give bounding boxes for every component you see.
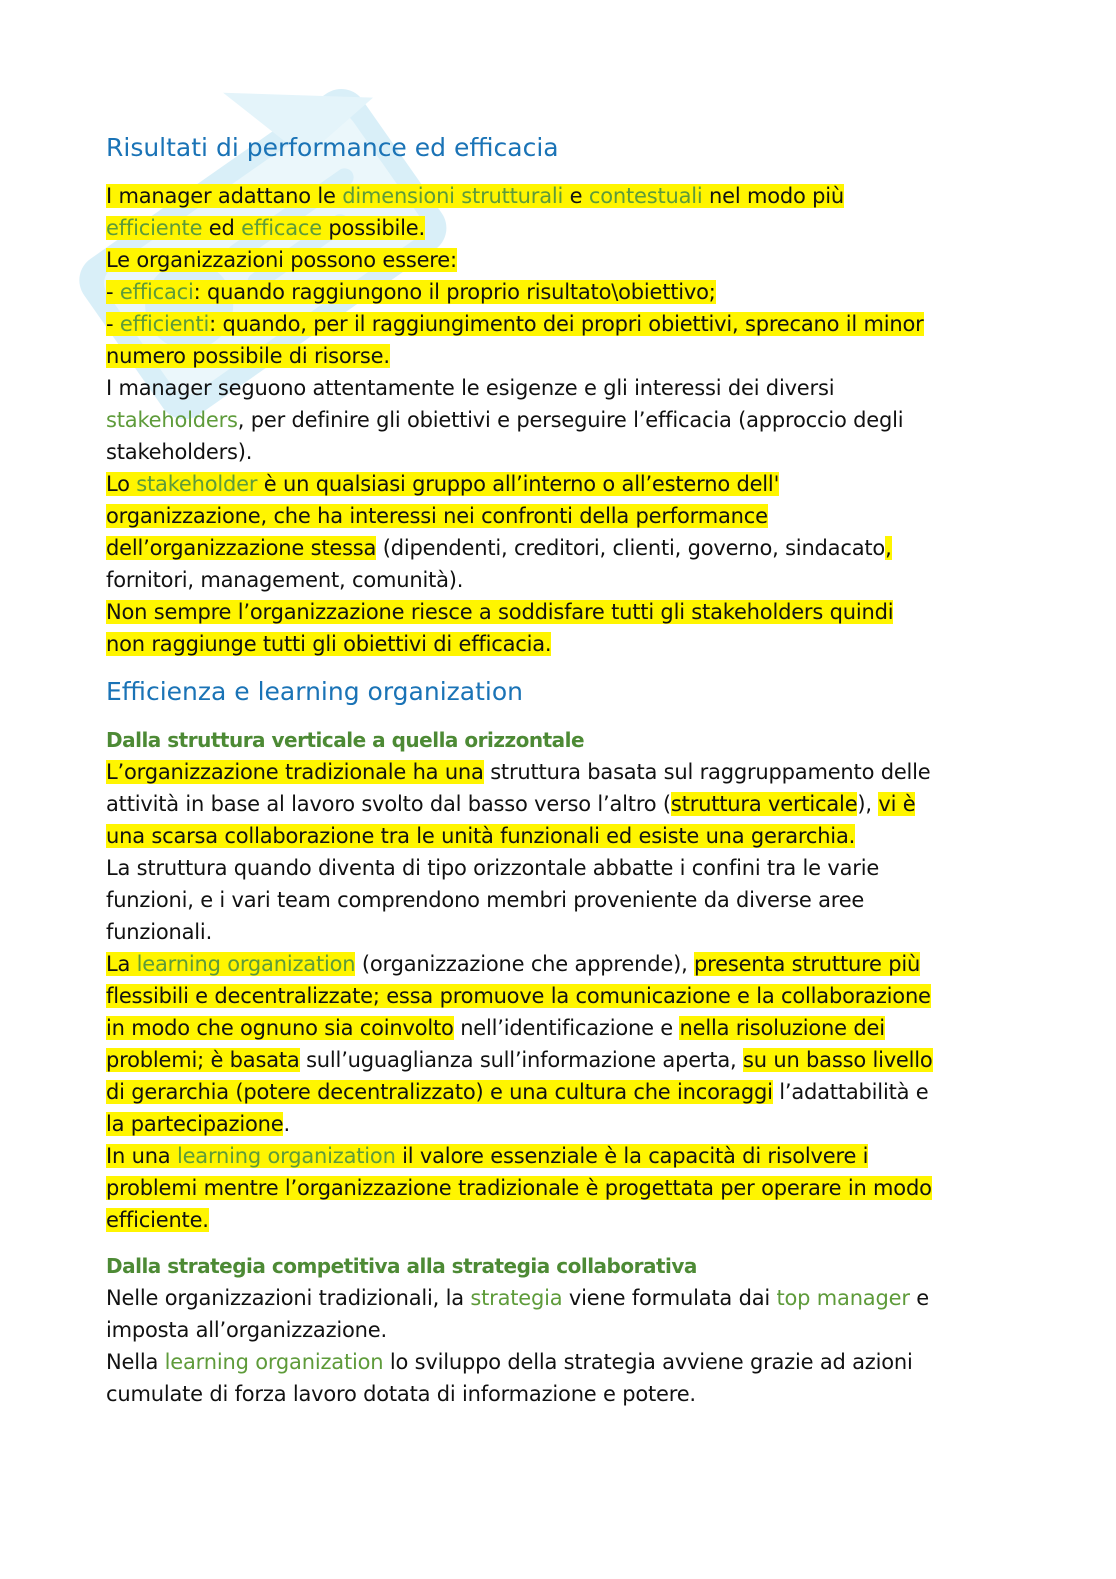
list-item-efficaci: - efficaci: quando raggiungono il proprio risultato\obiettivo; <box>106 280 716 304</box>
paragraph-horizontal-structure: La struttura quando diventa di tipo orizzontale abbatte i confini tra le varie funzioni, e i vari team comprendono membri proveniente da diverse aree funzionali. <box>106 856 880 944</box>
paragraph-traditional-strategy: Nelle organizzazioni tradizionali, la strategia viene formulata dai top manager e imposta all’organizzazione. <box>106 1286 929 1342</box>
subheading-vertical-horizontal: Dalla struttura verticale a quella orizzontale <box>106 728 585 752</box>
paragraph-essential-value: In una learning organization il valore essenziale è la capacità di risolvere i problemi mentre l’organizzazione tradizionale è progettata per operare in modo efficiente. <box>106 1144 932 1232</box>
subheading-competitive-collaborative: Dalla strategia competitiva alla strategia collaborativa <box>106 1254 697 1278</box>
paragraph-not-always-satisfy: Non sempre l’organizzazione riesce a soddisfare tutti gli stakeholders quindi non raggiunge tutti gli obiettivi di efficacia. <box>106 600 894 656</box>
paragraph-stakeholder-definition: Lo stakeholder è un qualsiasi gruppo all’interno o all’esterno dell' organizzazione, che ha interessi nei confronti della performance dell’organizzazione stessa (dipendenti, creditori, clienti, governo, sindacato, fornitori, management, comunità). <box>106 472 892 592</box>
list-item-efficienti: - efficienti: quando, per il raggiungimento dei propri obiettivi, sprecano il minor numero possibile di risorse. <box>106 312 924 368</box>
section-heading-performance: Risultati di performance ed efficacia <box>106 133 559 162</box>
paragraph-organizations-can-be: Le organizzazioni possono essere: <box>106 248 457 272</box>
paragraph-stakeholders-needs: I manager seguono attentamente le esigenze e gli interessi dei diversi stakeholders, per definire gli obiettivi e perseguire l’efficacia (approccio degli stakeholders). <box>106 376 904 464</box>
section-heading-learning-organization: Efficienza e learning organization <box>106 677 523 706</box>
paragraph-learning-strategy: Nella learning organization lo sviluppo della strategia avviene grazie ad azioni cumulate di forza lavoro dotata di informazione e potere. <box>106 1350 913 1406</box>
document-page <box>106 130 1006 1410</box>
paragraph-learning-organization: La learning organization (organizzazione che apprende), presenta strutture più flessibili e decentralizzate; essa promuove la comunicazione e la collaborazione in modo che ognuno sia coinvolto nell’identificazione e nella risoluzione dei problemi; è basata sull’uguaglianza sull’informazione aperta, su un basso livello di gerarchia (potere decentralizzato) e una cultura che incoraggi l’adattabilità e la partecipazione. <box>106 952 933 1136</box>
paragraph-traditional-organization: L’organizzazione tradizionale ha una struttura basata sul raggruppamento delle attività in base al lavoro svolto dal basso verso l’altro (struttura verticale), vi è una scarsa collaborazione tra le unità funzionali ed esiste una gerarchia. <box>106 760 931 848</box>
paragraph-manager-adapt: I manager adattano le dimensioni strutturali e contestuali nel modo più efficiente ed efficace possibile. <box>106 184 844 240</box>
section-performance-body <box>106 180 1006 660</box>
